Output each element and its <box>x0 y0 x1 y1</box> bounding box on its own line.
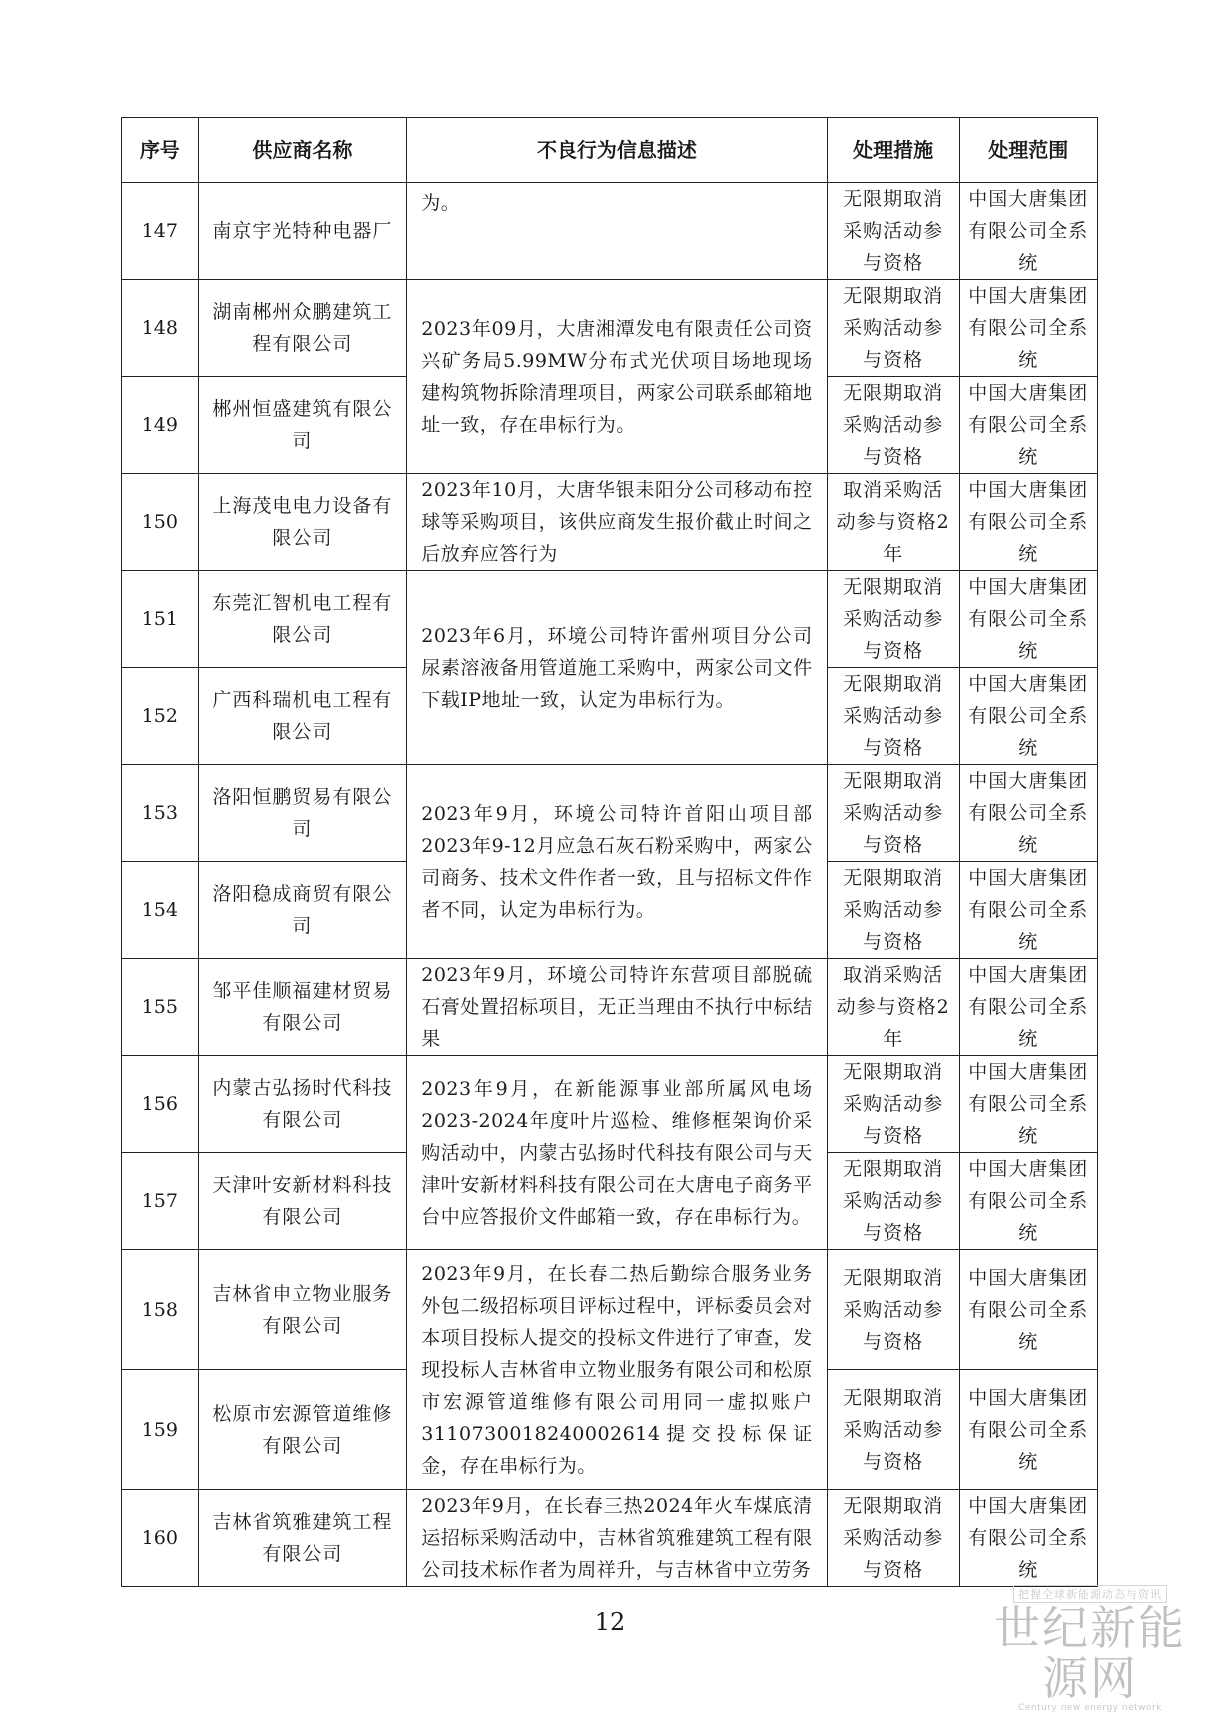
table-row <box>122 765 1098 862</box>
scope: 中国大唐集团有限公司全系统 <box>959 765 1097 862</box>
header-description: 不良行为信息描述 <box>407 118 827 183</box>
supplier-name: 邹平佳顺福建材贸易有限公司 <box>198 959 407 1056</box>
measure: 无限期取消采购活动参与资格 <box>827 183 959 280</box>
scope: 中国大唐集团有限公司全系统 <box>959 1490 1097 1587</box>
row-no: 160 <box>122 1490 199 1587</box>
watermark-brand: 世纪新能源网 <box>994 1601 1186 1705</box>
measure: 无限期取消采购活动参与资格 <box>827 1370 959 1490</box>
description: 2023年9月，在新能源事业部所属风电场2023-2024年度叶片巡检、维修框架询价采购活动中，内蒙古弘扬时代科技有限公司与天津叶安新材料科技有限公司在大唐电子商务平台中应答报价文件邮箱一致，存在串标行为。 <box>407 1056 827 1250</box>
scope: 中国大唐集团有限公司全系统 <box>959 474 1097 571</box>
row-no: 159 <box>122 1370 199 1490</box>
supplier-name: 天津叶安新材料科技有限公司 <box>198 1153 407 1250</box>
supplier-name: 松原市宏源管道维修有限公司 <box>198 1370 407 1490</box>
watermark <box>990 1583 1190 1713</box>
page-number: 12 <box>594 1608 626 1636</box>
row-no: 158 <box>122 1250 199 1370</box>
supplier-table <box>121 117 1098 1587</box>
header-scope: 处理范围 <box>959 118 1097 183</box>
row-no: 157 <box>122 1153 199 1250</box>
description: 为。 <box>407 183 827 280</box>
measure: 无限期取消采购活动参与资格 <box>827 280 959 377</box>
row-no: 148 <box>122 280 199 377</box>
measure: 取消采购活动参与资格2年 <box>827 474 959 571</box>
supplier-name: 内蒙古弘扬时代科技有限公司 <box>198 1056 407 1153</box>
table-row <box>122 959 1098 1056</box>
scope: 中国大唐集团有限公司全系统 <box>959 377 1097 474</box>
supplier-name: 洛阳恒鹏贸易有限公司 <box>198 765 407 862</box>
table-row <box>122 1250 1098 1370</box>
row-no: 154 <box>122 862 199 959</box>
table-header-row <box>122 118 1098 183</box>
measure: 无限期取消采购活动参与资格 <box>827 571 959 668</box>
table-row <box>122 571 1098 668</box>
scope: 中国大唐集团有限公司全系统 <box>959 862 1097 959</box>
row-no: 149 <box>122 377 199 474</box>
scope: 中国大唐集团有限公司全系统 <box>959 959 1097 1056</box>
measure: 无限期取消采购活动参与资格 <box>827 1153 959 1250</box>
measure: 无限期取消采购活动参与资格 <box>827 668 959 765</box>
scope: 中国大唐集团有限公司全系统 <box>959 1250 1097 1370</box>
supplier-name: 上海茂电电力设备有限公司 <box>198 474 407 571</box>
row-no: 150 <box>122 474 199 571</box>
measure: 无限期取消采购活动参与资格 <box>827 377 959 474</box>
measure: 无限期取消采购活动参与资格 <box>827 1056 959 1153</box>
supplier-name: 广西科瑞机电工程有限公司 <box>198 668 407 765</box>
row-no: 152 <box>122 668 199 765</box>
supplier-name: 东莞汇智机电工程有限公司 <box>198 571 407 668</box>
scope: 中国大唐集团有限公司全系统 <box>959 1153 1097 1250</box>
description: 2023年10月，大唐华银耒阳分公司移动布控球等采购项目，该供应商发生报价截止时间之后放弃应答行为 <box>407 474 827 571</box>
measure: 取消采购活动参与资格2年 <box>827 959 959 1056</box>
table-row <box>122 1490 1098 1587</box>
description: 2023年9月，环境公司特许东营项目部脱硫石膏处置招标项目，无正当理由不执行中标结果 <box>407 959 827 1056</box>
description: 2023年6月，环境公司特许雷州项目分公司尿素溶液备用管道施工采购中，两家公司文件下载IP地址一致，认定为串标行为。 <box>407 571 827 765</box>
scope: 中国大唐集团有限公司全系统 <box>959 668 1097 765</box>
table-row <box>122 183 1098 280</box>
header-no: 序号 <box>122 118 199 183</box>
watermark-tagline: 把握全球新能源动态与资讯 <box>1013 1585 1167 1603</box>
table-row <box>122 280 1098 377</box>
supplier-name: 吉林省筑雅建筑工程有限公司 <box>198 1490 407 1587</box>
header-measure: 处理措施 <box>827 118 959 183</box>
supplier-name: 吉林省申立物业服务有限公司 <box>198 1250 407 1370</box>
scope: 中国大唐集团有限公司全系统 <box>959 183 1097 280</box>
supplier-name: 郴州恒盛建筑有限公司 <box>198 377 407 474</box>
header-supplier: 供应商名称 <box>198 118 407 183</box>
row-no: 151 <box>122 571 199 668</box>
description: 2023年9月，在长春三热2024年火车煤底清运招标采购活动中，吉林省筑雅建筑工程有限公司技术标作者为周祥升，与吉林省中立劳务 <box>407 1490 827 1587</box>
row-no: 147 <box>122 183 199 280</box>
description: 2023年9月，在长春二热后勤综合服务业务外包二级招标项目评标过程中，评标委员会对本项目投标人提交的投标文件进行了审查，发现投标人吉林省申立物业服务有限公司和松原市宏源管道维修有限公司用同一虚拟账户3110730018240002614提交投标保证金，存在串标行为。 <box>407 1250 827 1490</box>
description: 2023年09月，大唐湘潭发电有限责任公司资兴矿务局5.99MW分布式光伏项目场地现场建构筑物拆除清理项目，两家公司联系邮箱地址一致，存在串标行为。 <box>407 280 827 474</box>
measure: 无限期取消采购活动参与资格 <box>827 1250 959 1370</box>
supplier-name: 南京宇光特种电器厂 <box>198 183 407 280</box>
supplier-name: 洛阳稳成商贸有限公司 <box>198 862 407 959</box>
scope: 中国大唐集团有限公司全系统 <box>959 1370 1097 1490</box>
table-row <box>122 1056 1098 1153</box>
measure: 无限期取消采购活动参与资格 <box>827 765 959 862</box>
scope: 中国大唐集团有限公司全系统 <box>959 571 1097 668</box>
table-row <box>122 474 1098 571</box>
row-no: 153 <box>122 765 199 862</box>
measure: 无限期取消采购活动参与资格 <box>827 862 959 959</box>
description: 2023年9月，环境公司特许首阳山项目部2023年9-12月应急石灰石粉采购中，两家公司商务、技术文件作者一致，且与招标文件作者不同，认定为串标行为。 <box>407 765 827 959</box>
measure: 无限期取消采购活动参与资格 <box>827 1490 959 1587</box>
scope: 中国大唐集团有限公司全系统 <box>959 280 1097 377</box>
scope: 中国大唐集团有限公司全系统 <box>959 1056 1097 1153</box>
supplier-name: 湖南郴州众鹏建筑工程有限公司 <box>198 280 407 377</box>
watermark-subtitle: Century new energy network <box>1018 1703 1162 1713</box>
row-no: 155 <box>122 959 199 1056</box>
row-no: 156 <box>122 1056 199 1153</box>
